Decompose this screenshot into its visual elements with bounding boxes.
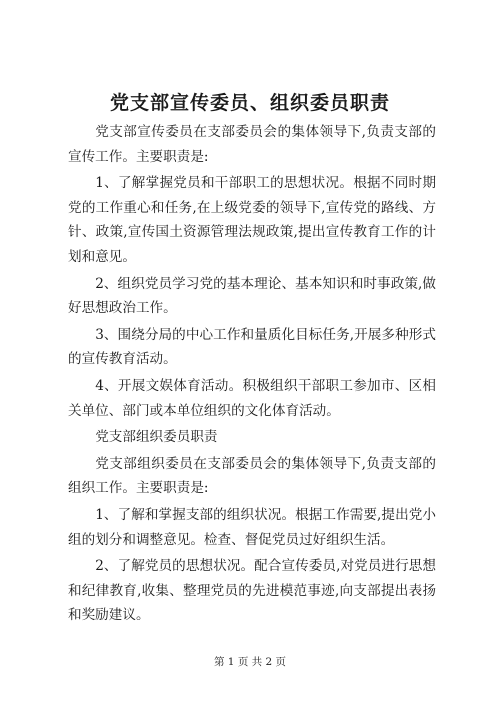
paragraph-propaganda-duty-2: 2、组织党员学习党的基本理论、基本知识和时事政策,做好思想政治工作。	[68, 275, 436, 317]
paragraph-propaganda-duty-4: 4、开展文娱体育活动。积极组织干部职工参加市、区相关单位、部门或本单位组织的文化体育活动。	[68, 377, 436, 419]
page-number-footer: 第 1 页 共 2 页	[213, 656, 287, 668]
paragraph-propaganda-intro: 党支部宣传委员在支部委员会的集体领导下,负责支部的宣传工作。主要职责是:	[68, 124, 436, 165]
paragraph-organization-duty-1: 1、了解和掌握支部的组织状况。根据工作需要,提出党小组的划分和调整意见。检查、督促党员过好组织生活。	[68, 506, 436, 548]
document-body	[68, 120, 436, 630]
paragraph-organization-duty-2: 2、了解党员的思想状况。配合宣传委员,对党员进行思想和纪律教育,收集、整理党员的先进模范事迹,向支部提出表扬和奖励建议。	[68, 558, 436, 624]
paragraph-propaganda-duty-3: 3、围绕分局的中心工作和量质化目标任务,开展多种形式的宣传教育活动。	[68, 326, 436, 368]
paragraph-propaganda-duty-1: 1、了解掌握党员和干部职工的思想状况。根据不同时期党的工作重心和任务,在上级党委的领导下,宣传党的路线、方针、政策,宣传国土资源管理法规政策,提出宣传教育工作的计划和意见。	[68, 175, 436, 265]
section-heading-organization: 党支部组织委员职责	[95, 429, 218, 446]
document-title: 党支部宣传委员、组织委员职责	[109, 92, 390, 114]
paragraph-organization-intro: 党支部组织委员在支部委员会的集体领导下,负责支部的组织工作。主要职责是:	[68, 455, 436, 497]
